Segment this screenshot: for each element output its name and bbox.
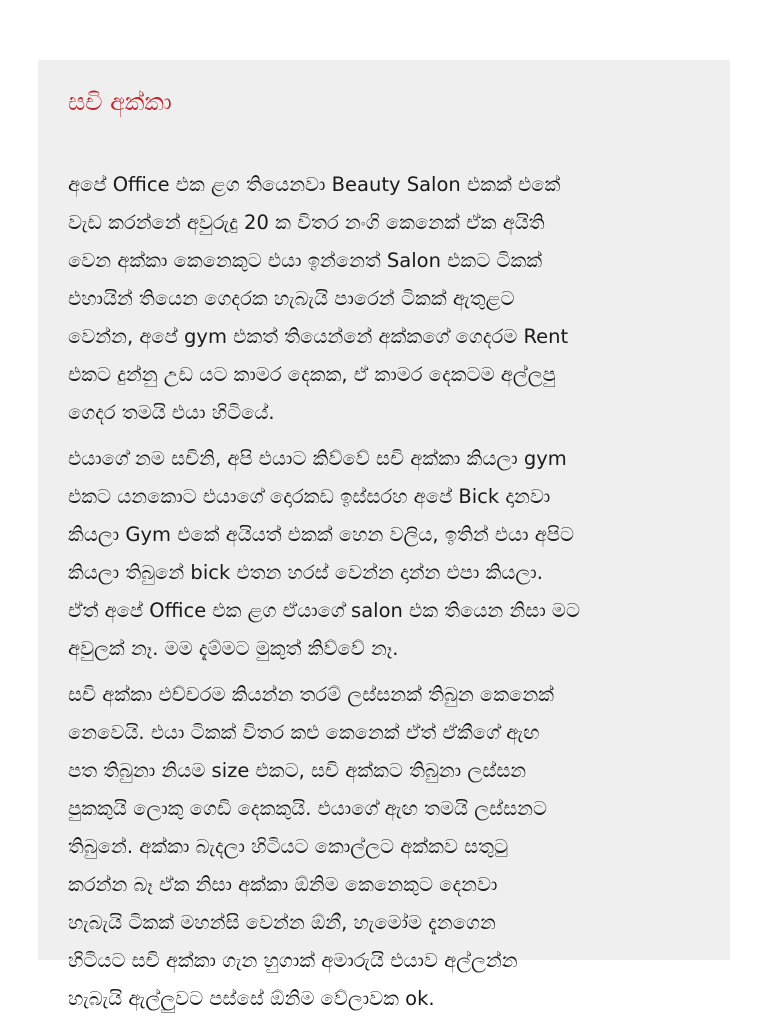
- text-line: කියලා තිබුනේ bick එතන හරස් වෙන්න දාන්න එපා කියලා.: [68, 561, 543, 584]
- text-line: හැබැයි ඇල්ලුවට පස්සේ ඕනිම වේලාවක ok.: [68, 987, 435, 1010]
- text-line: ඒත් අපේ Office එක ළග ඒයාගේ salon එක තියෙන නිසා මට: [68, 599, 580, 622]
- text-line: කියලා Gym එකේ අයියත් එකක් හෙන වලිය, ඉතින් එයා අපිට: [68, 523, 574, 546]
- text-line: පුකකුයි ලොකු ගෙඩි දෙකකුයි. එයාගේ ඇඟ තමයි ලස්සනට: [68, 797, 548, 820]
- text-line: එකට යනකොට එයාගේ දොරකඩ ඉස්සරහ අපේ Bick දානවා: [68, 485, 551, 508]
- text-line: වෙන අක්කා කෙනෙකුට එයා ඉන්නෙත් Salon එකට ටිකක්: [68, 249, 543, 272]
- text-line: හිටියට සචි අක්කා ගැන හුගාක් අමාරුයි එයාව අල්ලන්න: [68, 949, 518, 972]
- text-line: හැබැයි ටිකක් මහන්සි වෙන්න ඕනී, හැමෝම දැනගෙන: [68, 911, 496, 934]
- text-line: පත තිබුනා නියම size එකට, සචි අක්කට තිබුනා ලස්සන: [68, 759, 527, 782]
- text-line: වෙන්න, අපේ gym එකත් තියෙන්නේ අක්කගේ ගෙදරම Rent: [68, 325, 569, 348]
- text-line: අවුලක් නෑ. මම දැම්මට මුකුත් කිව්වේ නෑ.: [68, 637, 399, 660]
- paragraph-2: [68, 440, 700, 668]
- text-line: කරන්න බෑ ඒක නිසා අක්කා ඕනිම කෙනෙකුට දෙනවා: [68, 873, 498, 896]
- document-page: [38, 60, 730, 1010]
- text-line: එහායින් තියෙන ගෙදරක හැබැයි පාරෙන් ටිකක් ඇතුළට: [68, 287, 515, 310]
- text-line: වැඩ කරන්නේ අවුරුදු 20 ක විතර නංගි කෙනෙක් ඒක අයිති: [68, 211, 545, 234]
- text-line: ගෙදර තමයි එයා හිටියේ.: [68, 401, 275, 424]
- paragraph-1: [68, 166, 700, 432]
- document-title: සචි අක්කා: [68, 88, 172, 116]
- text-line: නෙවෙයි. එයා ටිකක් විතර කළු කෙනෙක් ඒත් ඒකීගේ ඇඟ: [68, 721, 540, 744]
- text-line: එකට දුන්නු උඩ යට කාමර දෙකක, ඒ කාමර දෙකටම අල්ලපු: [68, 363, 556, 386]
- paragraph-3: [68, 676, 700, 1018]
- text-line: තිබුනේ. අක්කා බැදලා හිටියට කොල්ලට අක්කව සතුටු: [68, 835, 509, 858]
- text-line: එයාගේ නම සචිනි, අපි එයාට කිව්වේ සචි අක්කා කියලා gym: [68, 447, 567, 470]
- text-line: සචි අක්කා එච්චරම කියන්න තරම් ලස්සනක් තිබුන කෙනෙක්: [68, 683, 554, 706]
- text-line: අපේ Office එක ළග තියෙනවා Beauty Salon එකක් එකේ: [68, 173, 561, 196]
